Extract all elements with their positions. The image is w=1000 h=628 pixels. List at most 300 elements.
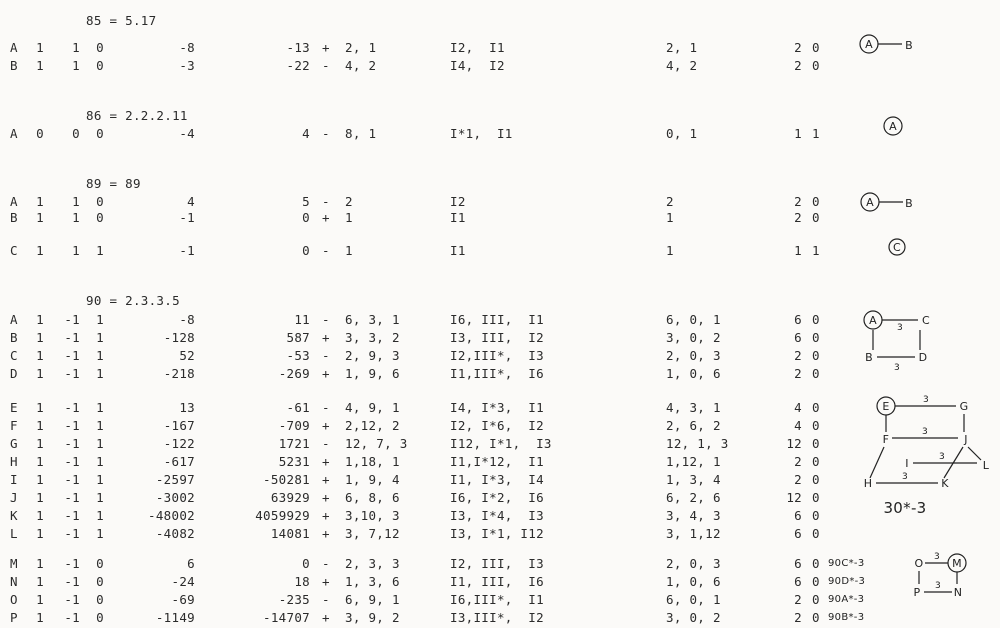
cell-c3: 1: [96, 526, 104, 541]
cell-v2: -14707: [263, 610, 310, 625]
cell-v1: -218: [163, 366, 195, 381]
cell-cls: I2: [450, 194, 466, 209]
cell-cls: I3, I*1, I12: [450, 526, 544, 541]
cell-c1: 1: [36, 454, 44, 469]
node-label: E: [882, 400, 890, 413]
cell-m: 0: [812, 348, 820, 363]
cell-coef: 6, 3, 1: [345, 312, 400, 327]
cell-coef: 2, 3, 3: [345, 556, 400, 571]
cell-coef: 1, 9, 4: [345, 472, 400, 487]
cell-c2: 1: [72, 194, 80, 209]
cell-c3: 1: [96, 400, 104, 415]
cell-coef: 1, 3, 6: [345, 574, 400, 589]
cell-n: 6: [794, 526, 802, 541]
cell-vec: 1: [666, 243, 674, 258]
cell-c3: 0: [96, 574, 104, 589]
node-label: N: [953, 586, 963, 599]
cell-c1: 1: [36, 366, 44, 381]
cell-v1: -1: [179, 243, 195, 258]
edge: [870, 447, 884, 478]
cell-vec: 12, 1, 3: [666, 436, 729, 451]
cell-n: 6: [794, 508, 802, 523]
cell-c3: 1: [96, 490, 104, 505]
cell-sign: +: [322, 40, 330, 55]
cell-id: D: [10, 366, 18, 381]
cell-cls: I1,III*, I6: [450, 366, 544, 381]
cell-coef: 1, 9, 6: [345, 366, 400, 381]
cell-v1: -128: [163, 330, 195, 345]
cell-c2: -1: [64, 400, 80, 415]
node-label: D: [918, 351, 928, 364]
cell-cls: I*1, I1: [450, 126, 513, 141]
handwritten-note: 90C*-3: [828, 558, 865, 569]
cell-id: E: [10, 400, 18, 415]
cell-v1: -1149: [155, 610, 195, 625]
cell-coef: 1: [345, 210, 353, 225]
cell-c3: 1: [96, 348, 104, 363]
edge-label: 3: [896, 323, 904, 333]
node-label: A: [889, 120, 897, 133]
edge-label: 3: [922, 395, 930, 405]
cell-m: 0: [812, 490, 820, 505]
cell-c3: 0: [96, 556, 104, 571]
cell-sign: +: [322, 490, 330, 505]
cell-m: 0: [812, 400, 820, 415]
cell-cls: I2, I1: [450, 40, 505, 55]
cell-c3: 0: [96, 58, 104, 73]
cell-c3: 1: [96, 508, 104, 523]
cell-id: K: [10, 508, 18, 523]
diagram-86: [884, 117, 902, 135]
cell-vec: 2, 1: [666, 40, 698, 55]
cell-id: B: [10, 330, 18, 345]
cell-sign: -: [322, 592, 330, 607]
cell-id: G: [10, 436, 18, 451]
cell-v1: -617: [163, 454, 195, 469]
cell-vec: 6, 0, 1: [666, 312, 721, 327]
cell-c2: -1: [64, 526, 80, 541]
cell-vec: 6, 2, 6: [666, 490, 721, 505]
cell-c2: -1: [64, 366, 80, 381]
cell-vec: 2, 6, 2: [666, 418, 721, 433]
cell-n: 2: [794, 610, 802, 625]
cell-coef: 3, 7,12: [345, 526, 400, 541]
cell-v2: 1721: [278, 436, 310, 451]
cell-id: N: [10, 574, 18, 589]
cell-v2: 14081: [270, 526, 310, 541]
cell-sign: +: [322, 330, 330, 345]
cell-v1: -3: [179, 58, 195, 73]
cell-cls: I12, I*1, I3: [450, 436, 552, 451]
handwritten-note: 90A*-3: [828, 594, 865, 605]
cell-v2: 0: [302, 556, 310, 571]
cell-sign: +: [322, 366, 330, 381]
node-label: B: [905, 197, 913, 210]
node-label: A: [866, 196, 874, 209]
cell-sign: -: [322, 126, 330, 141]
cell-v1: 13: [179, 400, 195, 415]
cell-m: 0: [812, 366, 820, 381]
diagram-90-abcd: [864, 311, 930, 373]
cell-c1: 1: [36, 243, 44, 258]
cell-m: 1: [812, 243, 820, 258]
cell-c2: -1: [64, 454, 80, 469]
cell-n: 4: [794, 400, 802, 415]
cell-v1: -167: [163, 418, 195, 433]
cell-v2: -53: [286, 348, 310, 363]
cell-v2: -22: [286, 58, 310, 73]
group-header: 85 = 5.17: [86, 13, 157, 28]
cell-sign: +: [322, 210, 330, 225]
cell-coef: 4, 9, 1: [345, 400, 400, 415]
cell-vec: 3, 1,12: [666, 526, 721, 541]
cell-n: 2: [794, 366, 802, 381]
cell-c3: 1: [96, 454, 104, 469]
node-label: C: [893, 241, 901, 254]
cell-v1: -8: [179, 40, 195, 55]
cell-n: 2: [794, 348, 802, 363]
node-label: B: [905, 39, 913, 52]
cell-n: 12: [786, 490, 802, 505]
node-label: K: [941, 477, 949, 490]
cell-m: 0: [812, 418, 820, 433]
cell-c2: 1: [72, 243, 80, 258]
cell-n: 2: [794, 194, 802, 209]
cell-v1: -24: [171, 574, 195, 589]
node-label: G: [959, 400, 969, 413]
cell-c1: 1: [36, 312, 44, 327]
cell-id: B: [10, 58, 18, 73]
cell-n: 2: [794, 58, 802, 73]
cell-sign: -: [322, 312, 330, 327]
cell-c3: 1: [96, 472, 104, 487]
cell-id: H: [10, 454, 18, 469]
cell-c2: -1: [64, 508, 80, 523]
edge-label: 3: [893, 363, 901, 373]
cell-n: 2: [794, 472, 802, 487]
cell-sign: -: [322, 58, 330, 73]
cell-v2: 11: [294, 312, 310, 327]
cell-c2: -1: [64, 490, 80, 505]
cell-c1: 1: [36, 210, 44, 225]
cell-cls: I1,I*12, I1: [450, 454, 544, 469]
cell-sign: +: [322, 472, 330, 487]
cell-id: C: [10, 243, 18, 258]
cell-n: 6: [794, 574, 802, 589]
cell-id: F: [10, 418, 18, 433]
handwritten-note: 90B*-3: [828, 612, 865, 623]
cell-vec: 4, 2: [666, 58, 698, 73]
node-label: L: [982, 459, 990, 472]
cell-vec: 1, 0, 6: [666, 574, 721, 589]
cell-m: 0: [812, 610, 820, 625]
cell-v2: 0: [302, 210, 310, 225]
cell-sign: -: [322, 400, 330, 415]
diagram-89-c: [889, 239, 905, 255]
cell-c3: 0: [96, 592, 104, 607]
cell-id: B: [10, 210, 18, 225]
cell-sign: -: [322, 194, 330, 209]
cell-coef: 2: [345, 194, 353, 209]
cell-cls: I6, III, I1: [450, 312, 544, 327]
cell-coef: 6, 8, 6: [345, 490, 400, 505]
node-label: F: [882, 433, 890, 446]
cell-n: 2: [794, 40, 802, 55]
cell-sign: +: [322, 454, 330, 469]
cell-m: 0: [812, 556, 820, 571]
cell-m: 0: [812, 574, 820, 589]
cell-coef: 1: [345, 243, 353, 258]
cell-id: C: [10, 348, 18, 363]
cell-c1: 1: [36, 436, 44, 451]
cell-cls: I1: [450, 210, 466, 225]
group-header: 86 = 2.2.2.11: [86, 108, 188, 123]
cell-sign: -: [322, 436, 330, 451]
cell-sign: +: [322, 508, 330, 523]
cell-c3: 0: [96, 210, 104, 225]
cell-cls: I1, I*3, I4: [450, 472, 544, 487]
cell-c3: 1: [96, 436, 104, 451]
cell-c2: -1: [64, 574, 80, 589]
cell-vec: 3, 4, 3: [666, 508, 721, 523]
cell-id: I: [10, 472, 18, 487]
node-label: P: [913, 586, 921, 599]
cell-c2: -1: [64, 312, 80, 327]
cell-vec: 1: [666, 210, 674, 225]
cell-m: 1: [812, 126, 820, 141]
cell-c2: -1: [64, 330, 80, 345]
cell-cls: I4, I2: [450, 58, 505, 73]
cell-cls: I3, III, I2: [450, 330, 544, 345]
cell-vec: 4, 3, 1: [666, 400, 721, 415]
cell-v1: 6: [187, 556, 195, 571]
cell-m: 0: [812, 592, 820, 607]
cell-id: A: [10, 40, 18, 55]
cell-cls: I2,III*, I3: [450, 348, 544, 363]
cell-cls: I1: [450, 243, 466, 258]
cell-c3: 0: [96, 126, 104, 141]
cell-m: 0: [812, 312, 820, 327]
cell-id: O: [10, 592, 18, 607]
node-label: A: [869, 314, 877, 327]
cell-id: A: [10, 194, 18, 209]
cell-c2: -1: [64, 472, 80, 487]
cell-v1: 4: [187, 194, 195, 209]
cell-n: 1: [794, 126, 802, 141]
cell-coef: 1,18, 1: [345, 454, 400, 469]
cell-c1: 1: [36, 418, 44, 433]
cell-cls: I4, I*3, I1: [450, 400, 544, 415]
cell-vec: 3, 0, 2: [666, 330, 721, 345]
cell-c2: -1: [64, 556, 80, 571]
cell-c2: -1: [64, 610, 80, 625]
cell-id: P: [10, 610, 18, 625]
cell-v2: 18: [294, 574, 310, 589]
cell-cls: I3,III*, I2: [450, 610, 544, 625]
node-label: M: [952, 557, 962, 570]
cell-cls: I6, I*2, I6: [450, 490, 544, 505]
cell-c3: 0: [96, 194, 104, 209]
cell-coef: 2, 1: [345, 40, 377, 55]
cell-id: A: [10, 312, 18, 327]
cell-c2: 0: [72, 126, 80, 141]
cell-cls: I6,III*, I1: [450, 592, 544, 607]
cell-v2: -269: [278, 366, 310, 381]
cell-coef: 2, 9, 3: [345, 348, 400, 363]
cell-c2: 1: [72, 58, 80, 73]
cell-v2: -50281: [263, 472, 310, 487]
cell-c1: 1: [36, 490, 44, 505]
diagram-caption: 30*-3: [883, 499, 927, 517]
cell-v1: -8: [179, 312, 195, 327]
cell-v1: -4082: [155, 526, 195, 541]
cell-cls: I3, I*4, I3: [450, 508, 544, 523]
cell-m: 0: [812, 508, 820, 523]
cell-n: 6: [794, 556, 802, 571]
cell-sign: +: [322, 418, 330, 433]
cell-v1: -122: [163, 436, 195, 451]
cell-v2: -61: [286, 400, 310, 415]
cell-v2: 4059929: [255, 508, 310, 523]
cell-coef: 6, 9, 1: [345, 592, 400, 607]
edge-label: 3: [933, 552, 941, 562]
edge: [968, 447, 981, 460]
cell-id: M: [10, 556, 18, 571]
cell-v1: -3002: [155, 490, 195, 505]
cell-id: A: [10, 126, 18, 141]
cell-c1: 1: [36, 574, 44, 589]
cell-vec: 6, 0, 1: [666, 592, 721, 607]
cell-v1: -69: [171, 592, 195, 607]
cell-m: 0: [812, 194, 820, 209]
cell-c3: 0: [96, 610, 104, 625]
edge-label: 3: [934, 581, 942, 591]
cell-vec: 2, 0, 3: [666, 556, 721, 571]
cell-vec: 3, 0, 2: [666, 610, 721, 625]
cell-m: 0: [812, 472, 820, 487]
cell-vec: 2, 0, 3: [666, 348, 721, 363]
cell-c2: -1: [64, 592, 80, 607]
cell-v1: -2597: [155, 472, 195, 487]
cell-c1: 1: [36, 610, 44, 625]
cell-n: 6: [794, 312, 802, 327]
cell-v2: -13: [286, 40, 310, 55]
cell-n: 4: [794, 418, 802, 433]
cell-c1: 1: [36, 526, 44, 541]
node-label: I: [905, 457, 909, 470]
cell-coef: 3, 3, 2: [345, 330, 400, 345]
cell-cls: I1, III, I6: [450, 574, 544, 589]
cell-m: 0: [812, 526, 820, 541]
cell-v2: -709: [278, 418, 310, 433]
cell-c3: 1: [96, 366, 104, 381]
cell-sign: -: [322, 348, 330, 363]
node-label: O: [914, 557, 924, 570]
diagram-90-mnop: [914, 552, 966, 599]
cell-vec: 1, 0, 6: [666, 366, 721, 381]
cell-m: 0: [812, 40, 820, 55]
cell-n: 12: [786, 436, 802, 451]
cell-id: J: [10, 490, 18, 505]
cell-cls: I2, I*6, I2: [450, 418, 544, 433]
cell-c1: 1: [36, 556, 44, 571]
cell-coef: 3, 9, 2: [345, 610, 400, 625]
cell-sign: +: [322, 574, 330, 589]
cell-n: 6: [794, 330, 802, 345]
cell-coef: 8, 1: [345, 126, 377, 141]
cell-v2: -235: [278, 592, 310, 607]
cell-c1: 1: [36, 330, 44, 345]
cell-c3: 1: [96, 243, 104, 258]
cell-n: 2: [794, 210, 802, 225]
cell-n: 2: [794, 454, 802, 469]
cell-vec: 1,12, 1: [666, 454, 721, 469]
cell-c2: 1: [72, 210, 80, 225]
cell-v1: -48002: [148, 508, 195, 523]
cell-id: L: [10, 526, 18, 541]
cell-c1: 1: [36, 58, 44, 73]
cell-c1: 1: [36, 194, 44, 209]
node-label: B: [865, 351, 873, 364]
cell-c3: 1: [96, 418, 104, 433]
cell-vec: 0, 1: [666, 126, 698, 141]
cell-c2: -1: [64, 418, 80, 433]
cell-c2: -1: [64, 348, 80, 363]
cell-c1: 1: [36, 400, 44, 415]
cell-v2: 4: [302, 126, 310, 141]
cell-m: 0: [812, 436, 820, 451]
cell-vec: 2: [666, 194, 674, 209]
edge-label: 3: [901, 472, 909, 482]
cell-v1: -4: [179, 126, 195, 141]
cell-c3: 0: [96, 40, 104, 55]
cell-cls: I2, III, I3: [450, 556, 544, 571]
cell-sign: -: [322, 243, 330, 258]
cell-c1: 0: [36, 126, 44, 141]
cell-v2: 5231: [278, 454, 310, 469]
cell-c1: 1: [36, 508, 44, 523]
cell-c2: 1: [72, 40, 80, 55]
cell-c1: 1: [36, 472, 44, 487]
handwritten-note: 90D*-3: [828, 576, 866, 587]
cell-sign: +: [322, 526, 330, 541]
cell-c2: -1: [64, 436, 80, 451]
cell-c3: 1: [96, 330, 104, 345]
cell-v2: 5: [302, 194, 310, 209]
cell-coef: 4, 2: [345, 58, 377, 73]
cell-c3: 1: [96, 312, 104, 327]
cell-v1: 52: [179, 348, 195, 363]
cell-c1: 1: [36, 40, 44, 55]
cell-v2: 587: [286, 330, 310, 345]
edge-label: 3: [938, 452, 946, 462]
group-header: 90 = 2.3.3.5: [86, 293, 180, 308]
cell-v2: 63929: [270, 490, 310, 505]
cell-v1: -1: [179, 210, 195, 225]
cell-m: 0: [812, 58, 820, 73]
cell-c1: 1: [36, 592, 44, 607]
cell-coef: 12, 7, 3: [345, 436, 408, 451]
diagram-85: [860, 35, 913, 53]
cell-v2: 0: [302, 243, 310, 258]
cell-n: 1: [794, 243, 802, 258]
cell-vec: 1, 3, 4: [666, 472, 721, 487]
node-label: A: [865, 38, 873, 51]
cell-n: 2: [794, 592, 802, 607]
cell-c1: 1: [36, 348, 44, 363]
node-label: H: [863, 477, 873, 490]
diagram-89-ab: [861, 193, 913, 211]
